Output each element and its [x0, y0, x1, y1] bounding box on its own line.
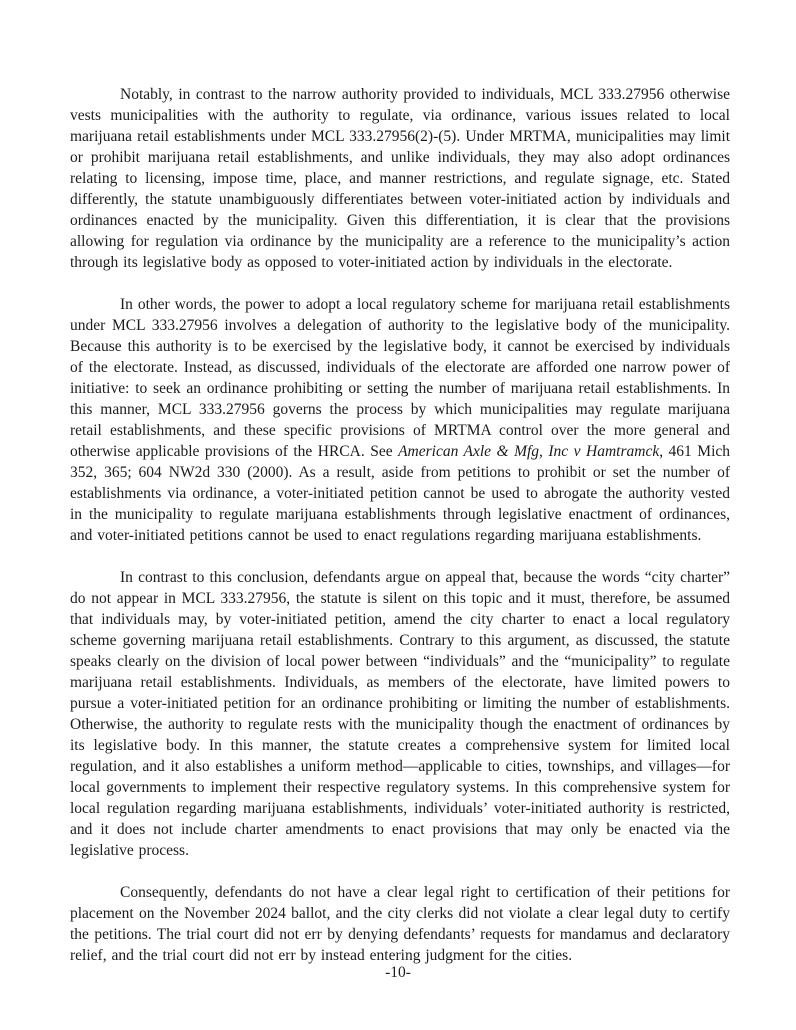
paragraph-conclusion: Consequently, defendants do not have a clear legal right to certification of their petitions for placement on the November 2024 ballot, and the city clerks did not violate a clear legal duty to certify the petitions. The trial court did not err by denying defendants’ requests for mandamus and declaratory relief, and the trial court did not err by instead entering judgment for the cities.	[70, 884, 730, 964]
paragraph-individuals-vs-municipalities: Notably, in contrast to the narrow authority provided to individuals, MCL 333.27956 otherwise vests municipalities with the authority to regulate, via ordinance, various issues related to local marijuana retail establishments under MCL 333.27956(2)-(5). Under MRTMA, municipalities may limit or prohibit marijuana retail establishments, and unlike individuals, they may also adopt ordinances relating to licensing, impose time, place, and manner restrictions, and regulate signage, etc. Stated differently, the statute unambiguously differentiates between voter-initiated action by individuals and ordinances enacted by the municipality. Given this differentiation, it is clear that the provisions allowing for regulation via ordinance by the municipality are a reference to the municipality’s action through its legislative body as opposed to voter-initiated action by individuals in the electorate.	[70, 86, 730, 271]
paragraph-defendants-argument: In contrast to this conclusion, defendants argue on appeal that, because the words “city charter” do not appear in MCL 333.27956, the statute is silent on this topic and it must, therefore, be assumed that individuals may, by voter-initiated petition, amend the city charter to enact a local regulatory scheme governing marijuana retail establishments. Contrary to this argument, as discussed, the statute speaks clearly on the division of local power between “individuals” and the “municipality” to regulate marijuana retail establishments. Individuals, as members of the electorate, have limited powers to pursue a voter-initiated petition for an ordinance prohibiting or limiting the number of establishments. Otherwise, the authority to regulate rests with the municipality though the enactment of ordinances by its legislative body. In this manner, the statute creates a comprehensive system for limited local regulation, and it also establishes a uniform method—applicable to cities, townships, and villages—for local governments to implement their respective regulatory systems. In this comprehensive system for local regulation regarding marijuana establishments, individuals’ voter-initiated authority is restricted, and it does not include charter amendments to enact provisions that may only be enacted via the legislative process.	[70, 569, 730, 859]
case-citation-american-axle: American Axle & Mfg, Inc v Hamtramck	[398, 443, 660, 460]
paragraph-2-text-before-citation: In other words, the power to adopt a local regulatory scheme for marijuana retail establishments under MCL 333.27956 involves a delegation of authority to the legislative body of the municipality. Because this authority is to be exercised by the legislative body, it cannot be exercised by individuals of the electorate. Instead, as discussed, individuals of the electorate are afforded one narrow power of initiative: to seek an ordinance prohibiting or setting the number of marijuana retail establishments. In this manner, MCL 333.27956 governs the process by which municipalities may regulate marijuana retail establishments, and these specific provisions of MRTMA control over the more general and otherwise applicable provisions of the HRCA. See	[70, 296, 730, 460]
paragraph-delegation-of-authority	[70, 294, 730, 546]
paragraph-2-text-after-citation: , 461 Mich 352, 365; 604 NW2d 330 (2000). As a result, aside from petitions to prohibit or set the number of establishments via ordinance, a voter-initiated petition cannot be used to abrogate the authority vested in the municipality to regulate marijuana establishments through legislative enactment of ordinances, and voter-initiated petitions cannot be used to enact regulations regarding marijuana establishments.	[70, 443, 731, 544]
page-number: -10-	[385, 964, 411, 981]
opinion-body	[70, 84, 730, 966]
